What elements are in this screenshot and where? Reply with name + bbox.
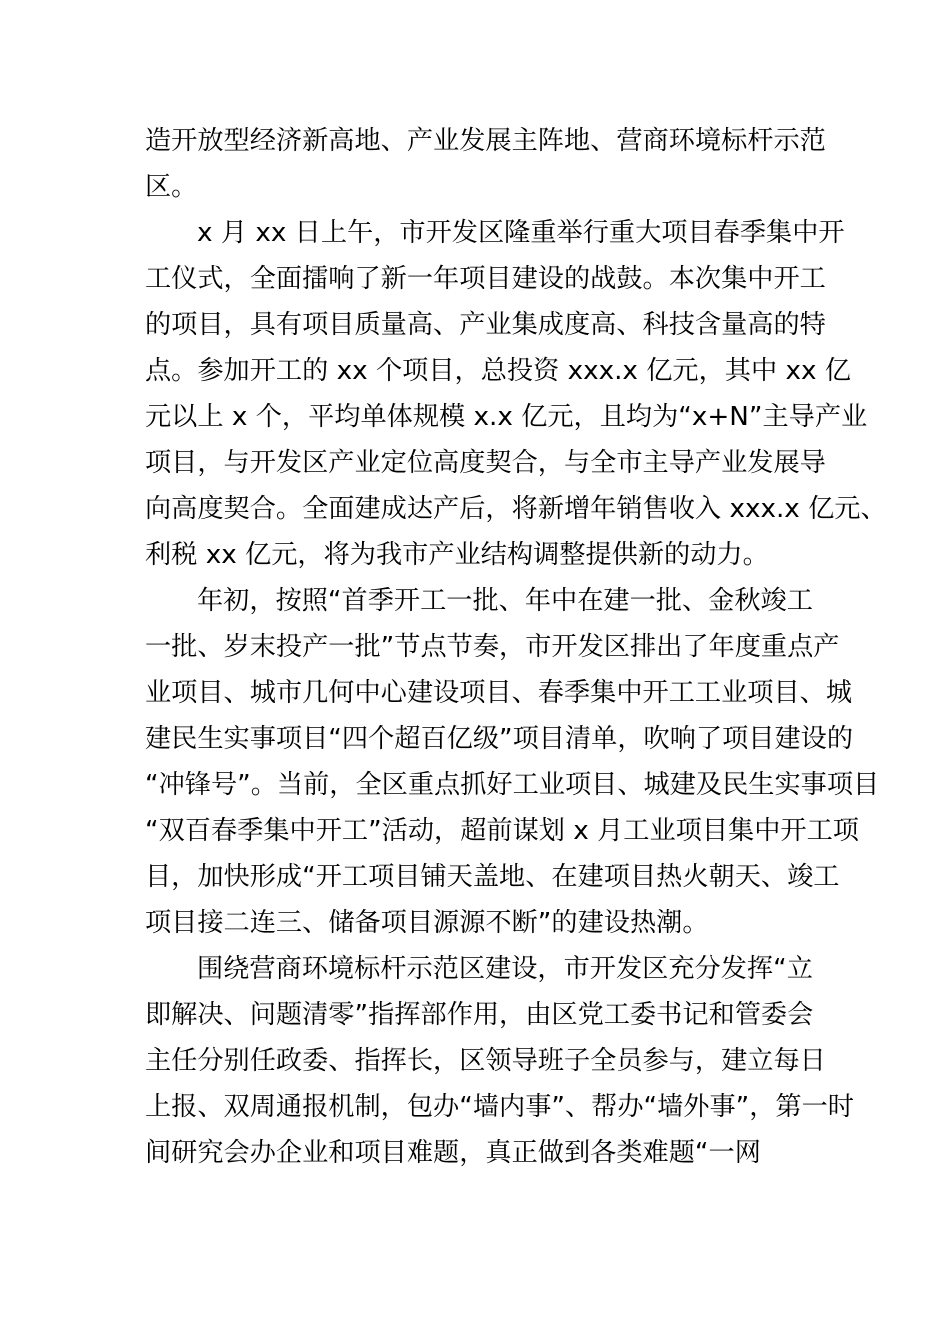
- paragraph-2: [145, 210, 887, 578]
- text-line: 建民生实事项目“四个超百亿级”项目清单，吹响了项目建设的: [145, 724, 854, 754]
- text-line: “冲锋号”。当前，全区重点抓好工业项目、城建及民生实事项目: [145, 770, 880, 800]
- text-line: 工仪式，全面擂响了新一年项目建设的战鼓。本次集中开工: [145, 264, 826, 294]
- text-line: 围绕营商环境标杆示范区建设，市开发区充分发挥“立: [197, 954, 813, 984]
- text-line: 项目接二连三、储备项目源源不断”的建设热潮。: [145, 908, 709, 938]
- text-line: 的项目，具有项目质量高、产业集成度高、科技含量高的特: [145, 310, 826, 340]
- text-line: 主任分别任政委、指挥长，区领导班子全员参与，建立每日: [145, 1046, 826, 1076]
- text-line: 项目，与开发区产业定位高度契合，与全市主导产业发展导: [145, 448, 826, 478]
- text-line: 上报、双周通报机制，包办“墙内事”、帮办“墙外事”，第一时: [145, 1092, 854, 1122]
- text-line: 造开放型经济新高地、产业发展主阵地、营商环境标杆示范: [145, 126, 826, 156]
- text-line: 点。参加开工的 xx 个项目，总投资 xxx.x 亿元，其中 xx 亿: [145, 356, 851, 386]
- text-line: x 月 xx 日上午，市开发区隆重举行重大项目春季集中开: [197, 218, 845, 248]
- paragraph-3: [145, 578, 880, 946]
- text-line: 向高度契合。全面建成达产后，将新增年销售收入 xxx.x 亿元、: [145, 494, 887, 524]
- paragraph-1: [145, 118, 826, 210]
- text-line: 年初，按照“首季开工一批、年中在建一批、金秋竣工: [197, 586, 813, 616]
- text-line: 元以上 x 个，平均单体规模 x.x 亿元，且均为“x+N”主导产业: [145, 402, 868, 432]
- text-line: 目，加快形成“开工项目铺天盖地、在建项目热火朝天、竣工: [145, 862, 840, 892]
- body-text: [145, 118, 887, 1176]
- text-line: 区。: [145, 172, 198, 202]
- text-line: 即解决、问题清零”指挥部作用，由区党工委书记和管委会: [145, 1000, 814, 1030]
- text-line: 间研究会办企业和项目难题，真正做到各类难题“一网: [145, 1138, 761, 1168]
- text-line: 利税 xx 亿元，将为我市产业结构调整提供新的动力。: [145, 540, 769, 570]
- text-line: 一批、岁末投产一批”节点节奏，市开发区排出了年度重点产: [145, 632, 840, 662]
- paragraph-4: [145, 946, 854, 1176]
- text-line: 业项目、城市几何中心建设项目、春季集中开工工业项目、城: [145, 678, 853, 708]
- text-line: “双百春季集中开工”活动，超前谋划 x 月工业项目集中开工项: [145, 816, 859, 846]
